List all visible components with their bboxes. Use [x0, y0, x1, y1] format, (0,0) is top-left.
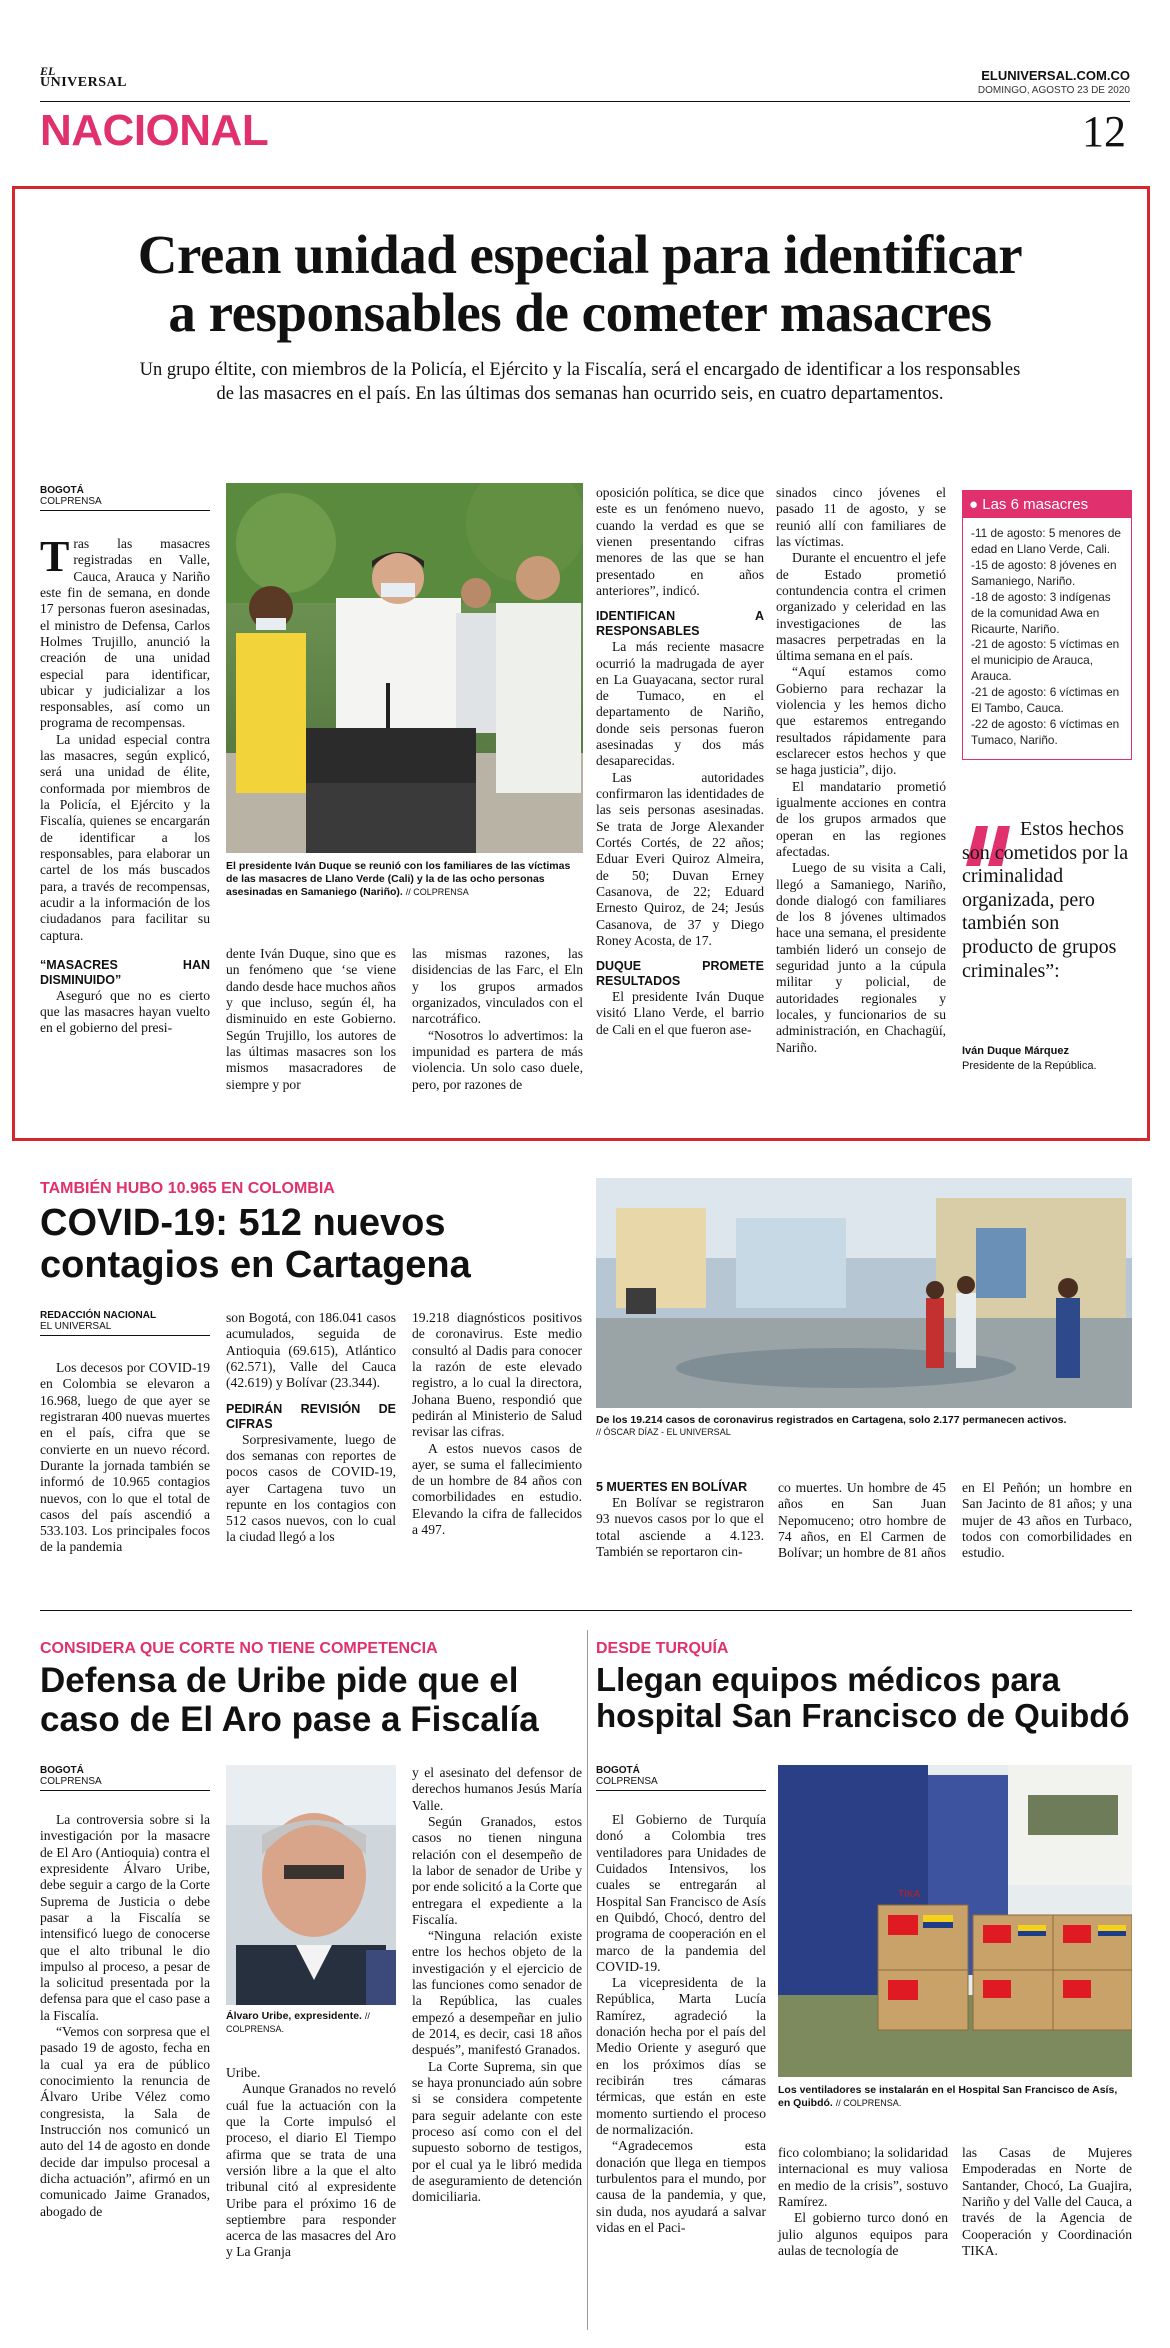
main-col4-subhead2: DUQUE PROMETE RESULTADOS — [596, 959, 764, 989]
main-col3 — [412, 946, 583, 1093]
drop-cap: T — [40, 532, 70, 581]
uribe-col3-p3: “Ninguna relación existe entre los hechos objeto de la investigación y el ejercicio de las funciones como senador de la República, las cuales empezó a desempeñar en julio de 2014, es decir, casi 18 años después”, manifestó Granados. — [412, 1928, 582, 2058]
quibdo-byline-agency: COLPRENSA — [596, 1776, 658, 1787]
main-col1 — [40, 532, 210, 1037]
uribe-headline — [40, 1662, 580, 1739]
main-col4-p4: El presidente Iván Duque visitó Llano Verde, el barrio de Cali en el que fueron ase- — [596, 989, 764, 1037]
main-col1-p2: La unidad especial contra las masacres, según explicó, será una unidad de élite, conformada por miembros de la Policía, el Ejército y la Fiscalía, quienes se encargarán de identificar a los responsables, para elaborar un cartel de los más buscados para, a través de recompensas, acudir a la información de los ciudadanos para facilitar su captura. — [40, 731, 210, 943]
main-col5 — [776, 485, 946, 1056]
newspaper-logo — [40, 66, 127, 89]
bolivar-p3: en El Peñón; un hombre en San Jacinto de 81 años; y una mujer de 43 años en Turbaco, todos con comorbilidades en estudio. — [962, 1480, 1132, 1561]
quibdo-byline — [596, 1765, 766, 1791]
masacre-item: -21 de agosto: 5 víctimas en el municipio de Arauca, Arauca. — [971, 637, 1120, 684]
main-deck-line2: de las masacres en el país. En las últimas dos semanas han ocurrido seis, en cuatro departamentos. — [216, 384, 944, 405]
main-deck — [30, 358, 1130, 406]
main-col5-p4: El mandatario prometió igualmente acciones en contra de los grupos armados que operan en las regiones afectadas. — [776, 778, 946, 859]
main-col3-p2: “Nosotros lo advertimos: la impunidad es partera de más violencia. Un solo caso duele, pero, por razones de — [412, 1027, 583, 1092]
masacres-box-title: Las 6 masacres — [982, 496, 1089, 513]
quibdo-headline-line2: hospital San Francisco de Quibdó — [596, 1697, 1130, 1735]
uribe-col2-p2: Aunque Granados no reveló cuál fue la actuación con la que la Corte impulsó el proceso, el diario El Tiempo afirma que se trata de una versión libre a la que el alto tribunal citó al expresidente Uribe para el próximo 16 de septiembre para responder acerca de las masacres del Aro y La Granja — [226, 2081, 396, 2260]
main-col5-p5: Luego de su visita a Cali, llegó a Samaniego, Nariño, donde dialogó con familiares de los 8 jóvenes ultimados hace una semana, el presidente también lideró un consejo de seguridad junto a la cúpula militar y policial, de autoridades regionales y locales, y funcionarios de su administración, en Chachagüí, Nariño. — [776, 860, 946, 1055]
street-photo — [596, 1178, 1132, 1408]
quibdo-col1-p3: “Agradecemos esta donación que llega en tiempos turbulentos para el mundo, por causa de la pandemia, y que, sin duda, nos ayudará a salvar vidas en el Paci- — [596, 2138, 766, 2235]
covid-col1 — [40, 1360, 210, 1556]
covid-col2-p1: son Bogotá, con 186.041 casos acumulados, seguida de Antioquia (69.615), Atlántico (62.571), Valle del Cauca (42.619) y Bolívar (23.344). — [226, 1310, 396, 1391]
logo-top: EL — [40, 64, 56, 78]
masacre-item: -18 de agosto: 3 indígenas de la comunidad Awa en Ricaurte, Nariño. — [971, 589, 1111, 636]
main-headline-line2: a responsables de cometer masacres — [168, 282, 992, 344]
covid-photo-credit: // ÓSCAR DÍAZ - EL UNIVERSAL — [596, 1427, 731, 1438]
uribe-kicker: CONSIDERA QUE CORTE NO TIENE COMPETENCIA — [40, 1640, 438, 1657]
main-col4-subhead1: IDENTIFICAN A RESPONSABLES — [596, 609, 764, 639]
main-col3-p1: las mismas razones, las disidencias de las Farc, el Eln y los grupos armados organizados, vinculados con el narcotráfico. — [412, 946, 583, 1027]
uribe-headline-line2: caso de El Aro pase a Fiscalía — [40, 1699, 539, 1739]
main-headline — [30, 226, 1130, 343]
uribe-col1-p1: La controversia sobre si la investigación por la masacre de El Aro (Antioquia) contra el expresidente Álvaro Uribe, debe seguir a cargo de la Corte Suprema de Justicia o debe pasar a la Fiscalía se intensificó luego de conocerse que el alto tribunal le dio impulso al proceso, a pesar de la solicitud presentada por la defensa para que el caso pase a la Fiscalía. — [40, 1812, 210, 2023]
uribe-photo-caption — [226, 2010, 396, 2036]
covid-col2-subhead: PEDIRÁN REVISIÓN DE CIFRAS — [226, 1401, 396, 1431]
uribe-byline — [40, 1765, 210, 1791]
covid-headline — [40, 1203, 600, 1287]
tika-label: TİKA — [898, 1889, 921, 1900]
column-divider — [587, 1630, 588, 2330]
uribe-col2-p1: Uribe. — [226, 2065, 261, 2080]
bolivar-col3 — [962, 1480, 1132, 1562]
uribe-photo — [226, 1765, 396, 2005]
quibdo-col1-p1: El Gobierno de Turquía donó a Colombia tres ventiladores para Unidades de Cuidados Intensivos, los cuales se entregarán al Hospital San Francisco de Asís en Quibdó, Chocó, dentro del programa de cooperación en el marco de la pandemia del COVID-19. — [596, 1812, 766, 1974]
main-headline-line1: Crean unidad especial para identificar — [137, 224, 1023, 285]
main-photo-caption — [226, 860, 583, 899]
covid-col3 — [412, 1310, 582, 1538]
masacre-item: -15 de agosto: 8 jóvenes en Samaniego, Nariño. — [971, 557, 1117, 588]
main-col5-p2: Durante el encuentro el jefe de Estado prometió contundencia contra el crimen organizado y celeridad en las investigaciones de las masacres perpetradas en la última semana en el país. — [776, 550, 946, 664]
main-col1-subhead: “MASACRES HAN DISMINUIDO” — [40, 957, 210, 987]
masacre-item: -11 de agosto: 5 menores de edad en Llano Verde, Cali. — [971, 526, 1121, 556]
quibdo-col1 — [596, 1812, 766, 2236]
uribe-photo-credit: // COLPRENSA. — [226, 2011, 370, 2035]
quibdo-byline-city: BOGOTÁ — [596, 1765, 640, 1776]
main-col2-p1: dente Iván Duque, sino que es un fenómeno que ‘se viene dando desde hace muchos años y que incluso, según él, ha disminuido en este Gobierno. Según Trujillo, los autores de las últimas masacres son los mismos masacradores de siempre y por — [226, 946, 396, 1092]
quibdo-col2-p1: fico colombiano; la solidaridad internacional es muy valiosa en medio de la crisis”, sostuvo Ramírez. — [778, 2145, 948, 2209]
main-photo-caption-text: El presidente Iván Duque se reunió con los familiares de las víctimas de las masacres de Llano Verde (Cali) y la de las ocho personas asesinadas en Samaniego (Nariño). — [226, 860, 571, 899]
president-photo — [226, 483, 583, 853]
uribe-portrait — [226, 1765, 396, 2005]
uribe-col3-p4: La Corte Suprema, sin que se haya pronunciado aún sobre si se considera competente para seguir adelante con este proceso así como con el del supuesto soborno de testigos, por el cual ya le libró medida de aseguramiento de detención domiciliaria. — [412, 2058, 582, 2205]
main-col4 — [596, 485, 764, 1038]
quote-role: Presidente de la República. — [962, 1060, 1097, 1072]
page-number: 12 — [1082, 107, 1126, 156]
masacres-box-header — [963, 491, 1131, 518]
covid-byline — [40, 1310, 210, 1336]
masthead-rule — [40, 101, 1130, 102]
main-col4-p1: oposición política, se dice que este es un fenómeno nuevo, cuando la verdad es que se vienen presentando cifras menores de las que se han presentado en años anteriores”, indicó. — [596, 485, 764, 598]
covid-col1-p1: Los decesos por COVID-19 en Colombia se elevaron a 16.968, luego de que ayer se registraran 400 nuevas muertes en el país, cifra que se convierte en un nuevo récord. Durante la jornada también se informó de 10.965 contagios nuevos, con lo que el total de casos del país ascendió a 533.103. Los principales focos de la pandemia — [40, 1360, 210, 1555]
main-photo-credit: // COLPRENSA — [405, 887, 469, 898]
quibdo-photo — [778, 1765, 1132, 2077]
main-col5-p1: sinados cinco jóvenes el pasado 11 de agosto, y se reunió allí con familiares de las víctimas. — [776, 485, 946, 549]
issue-date: DOMINGO, AGOSTO 23 DE 2020 — [977, 85, 1130, 96]
main-photo — [226, 483, 583, 853]
main-col1-p1-text: ras las masacres registradas en Valle, Cauca, Arauca y Nariño este fin de semana, en donde 17 personas fueron asesinadas, el ministro de Defensa, Carlos Holmes Trujillo, anunció la creación de una unidad especial para identificar, ubicar y judicializar a los responsables, así como un programa de recompensas. — [40, 536, 210, 731]
bolivar-p2: co muertes. Un hombre de 45 años en San Juan Nepomuceno; otro hombre de 74 años, en El Carmen de Bolívar; un hombre de 81 años — [778, 1480, 947, 1561]
covid-headline-line1: COVID-19: 512 nuevos — [40, 1202, 446, 1244]
main-col5-p3: “Aquí estamos como Gobierno para rechazar la violencia y les hemos dicho que estaremos entregando resultados rápidamente para esclarecer estos hechos y que se haga justicia”, dijo. — [776, 664, 946, 778]
quibdo-kicker: DESDE TURQUÍA — [596, 1640, 729, 1657]
bolivar-col2 — [778, 1480, 946, 1562]
covid-col3-p2: A estos nuevos casos de ayer, se suma el fallecimiento de un hombre de 84 años con comorbilidades en estudio. Elevando la cifra de fallecidos a 497. — [412, 1440, 582, 1538]
section-title: NACIONAL — [40, 106, 269, 155]
main-byline-agency: COLPRENSA — [40, 496, 102, 507]
covid-byline-city: REDACCIÓN NACIONAL — [40, 1310, 157, 1321]
uribe-col2 — [226, 2065, 396, 2261]
covid-photo — [596, 1178, 1132, 1408]
quibdo-headline-line1: Llegan equipos médicos para — [596, 1661, 1060, 1698]
covid-col2-p2: Sorpresivamente, luego de dos semanas con reportes de pocos casos de COVID-19, ayer Cartagena tuvo un repunte en los contagios con 512 casos nuevos, con lo cual la ciudad llegó a los — [226, 1431, 396, 1545]
quibdo-col2 — [778, 2145, 948, 2259]
ventilator-boxes-photo — [778, 1765, 1132, 2077]
main-byline — [40, 485, 210, 511]
main-col1-p1 — [40, 532, 210, 732]
quibdo-col3 — [962, 2145, 1132, 2259]
covid-col3-p1: 19.218 diagnósticos positivos de coronavirus. Este medio consultó al Dadis para conocer la razón de este elevado registro, a lo cual la directora, Johana Bueno, respondió que pedirán al Ministerio de Salud revisar las cifras. — [412, 1310, 582, 1440]
uribe-col1-p2: “Vemos con sorpresa que el pasado 19 de agosto, fecha en la cual ya era de público conocimiento la renuncia de Álvaro Uribe Vélez como congresista, la Sala de Instrucción nos comunicó un auto del 14 de agosto en donde decide dar impulso procesal a dicha actuación”, afirmó en un comunicado Jaime Granados, abogado de — [40, 2024, 210, 2219]
uribe-photo-caption-text: Álvaro Uribe, expresidente. — [226, 2010, 362, 2022]
pull-quote: Estos hechos son cometidos por la criminalidad organizada, pero también son producto de grupos criminales”: — [962, 818, 1129, 982]
quibdo-col3-p1: las Casas de Mujeres Empoderadas en Norte de Santander, Chocó, La Guajira, Nariño y del Valle del Cauca, a través de la Agencia de Cooperación y Coordinación TIKA. — [962, 2145, 1132, 2258]
uribe-col3-p2: Según Granados, estos casos no tienen ninguna relación con el desempeño de la labor de senador de Uribe y por ende solicitó a la Corte que entregara el expediente a la Fiscalía. — [412, 1813, 582, 1927]
main-col1-p3: Aseguró que no es cierto que las masacres hayan vuelto en el gobierno del presi- — [40, 987, 210, 1036]
masacre-item: -21 de agosto: 6 víctimas en El Tambo, Cauca. — [971, 685, 1120, 716]
covid-byline-agency: EL UNIVERSAL — [40, 1321, 112, 1332]
quibdo-col1-p2: La vicepresidenta de la República, Marta Lucía Ramírez, agradeció la donación hecha por el país del Medio Oriente y aseguró que en los próximos días se recibirán tres cámaras térmicas, que están en este momento surtiendo el proceso de normalización. — [596, 1975, 766, 2137]
quibdo-photo-caption-text: Los ventiladores se instalarán en el Hospital San Francisco de Asís, en Quibdó. — [778, 2084, 1118, 2110]
site-url: ELUNIVERSAL.COM.CO — [981, 68, 1130, 83]
covid-headline-line2: contagios en Cartagena — [40, 1243, 471, 1286]
uribe-headline-line1: Defensa de Uribe pide que el — [40, 1661, 519, 1700]
uribe-byline-agency: COLPRENSA — [40, 1776, 102, 1787]
covid-col2 — [226, 1310, 396, 1546]
covid-photo-caption-text: De los 19.214 casos de coronavirus registrados en Cartagena, solo 2.177 permanecen activos. — [596, 1414, 1067, 1426]
bolivar-col1 — [596, 1480, 764, 1560]
main-deck-line1: Un grupo éltite, con miembros de la Policía, el Ejército y la Fiscalía, será el encargado de identificar a los responsables — [139, 360, 1021, 380]
quibdo-headline — [596, 1662, 1136, 1735]
uribe-col1 — [40, 1812, 210, 2220]
main-byline-city: BOGOTÁ — [40, 485, 84, 496]
covid-photo-caption — [596, 1414, 1132, 1438]
uribe-col3-p1: y el asesinato del defensor de derechos humanos Jesús María Valle. — [412, 1765, 582, 1813]
quote-author: Iván Duque Márquez — [962, 1045, 1069, 1057]
uribe-col3 — [412, 1765, 582, 2205]
bullet-icon: ● — [969, 496, 979, 513]
main-col2 — [226, 946, 396, 1093]
quibdo-photo-credit: // COLPRENSA. — [835, 2098, 902, 2109]
main-col4-p2: La más reciente masacre ocurrió la madrugada de ayer en La Guayacana, sector rural de Tumaco, en el departamento de Nariño, donde seis personas fueron asesinadas y dos más desaparecidas. — [596, 639, 764, 769]
masacres-box-list — [963, 518, 1131, 759]
masacre-item: -22 de agosto: 6 víctimas en Tumaco, Nariño. — [971, 717, 1120, 747]
bolivar-subhead: 5 MUERTES EN BOLÍVAR — [596, 1480, 748, 1494]
logo-bottom: UNIVERSAL — [40, 74, 127, 90]
bolivar-p1: En Bolívar se registraron 93 nuevos casos por lo que el total asciende a 4.123. También se reportaron cin- — [596, 1495, 764, 1559]
section-divider — [40, 1610, 1132, 1611]
main-col4-p3: Las autoridades confirmaron las identidades de las seis personas asesinadas. Se trata de Jorge Alexander Cortés Cortés, de 22 años; Eduar Everi Quiroz Almeira, de 50; Duvan Erney Casanova, de 22; Eduard Ernesto Quiroz, de 24; Jesús Casanova, de 37 y Diego Roney Acosta, de 17. — [596, 769, 764, 948]
masacres-box — [962, 490, 1132, 760]
quibdo-photo-caption — [778, 2084, 1132, 2110]
quibdo-col2-p2: El gobierno turco donó en julio algunos equipos para aulas de tecnología de — [778, 2210, 948, 2258]
uribe-byline-city: BOGOTÁ — [40, 1765, 84, 1776]
covid-kicker: TAMBIÉN HUBO 10.965 EN COLOMBIA — [40, 1180, 335, 1197]
